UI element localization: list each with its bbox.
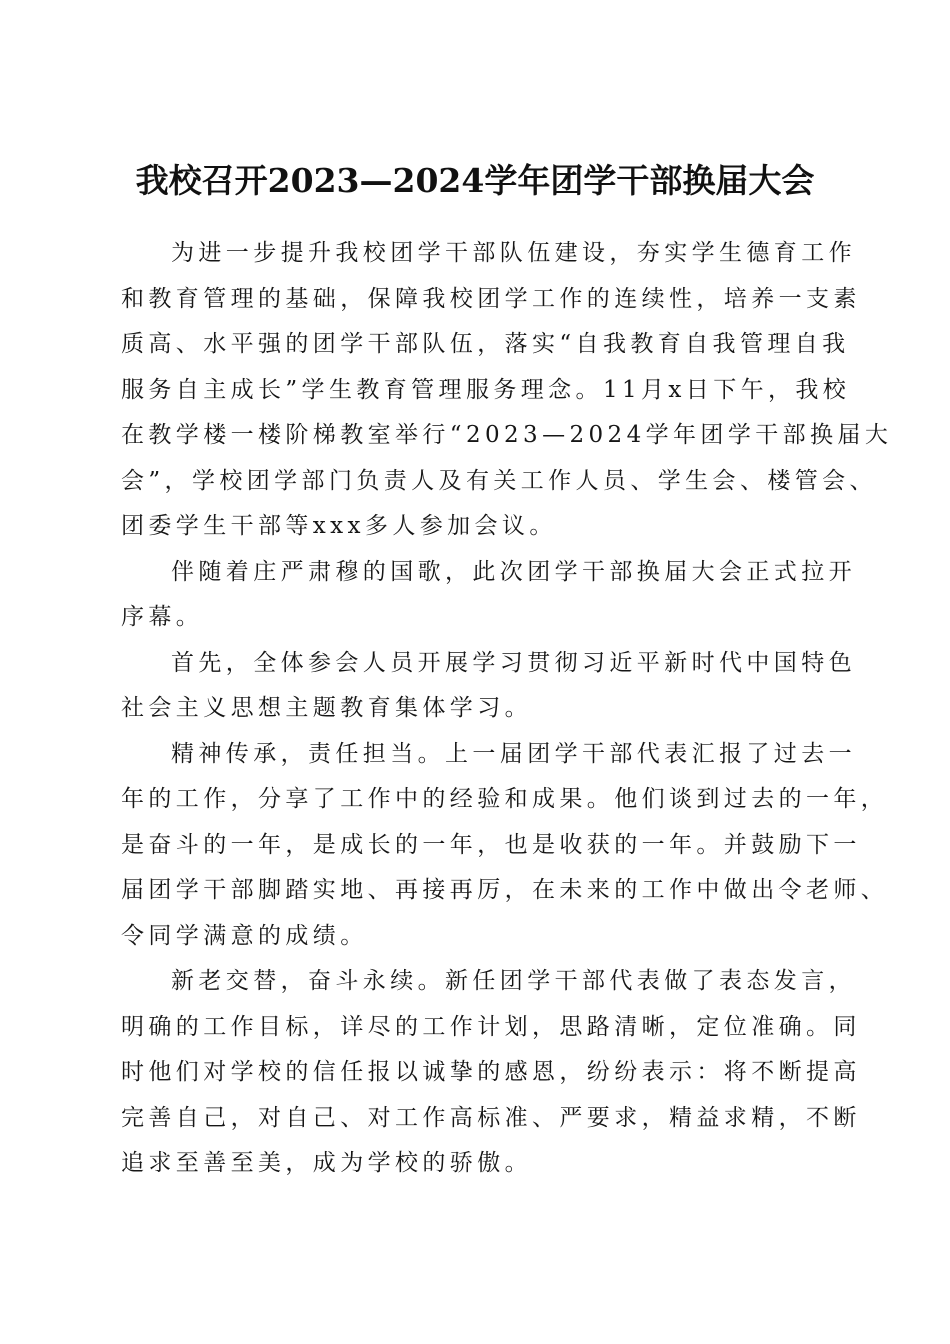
paragraph-line: 明确的工作目标，详尽的工作计划，思路清晰，定位准确。同: [121, 1013, 861, 1040]
paragraph-line: 是奋斗的一年，是成长的一年，也是收获的一年。并鼓励下一: [121, 831, 861, 858]
paragraph-line: 会”，学校团学部门负责人及有关工作人员、学生会、楼管会、: [121, 467, 877, 494]
paragraph-line: 在教学楼一楼阶梯教室举行“2023—2024学年团学干部换届大: [121, 422, 893, 448]
paragraph-line: 团委学生干部等xxx多人参加会议。: [121, 513, 557, 539]
paragraph-line: 新老交替，奋斗永续。新任团学干部代表做了表态发言，: [171, 968, 856, 994]
paragraph-line: 伴随着庄严肃穆的国歌，此次团学干部换届大会正式拉开: [171, 558, 856, 585]
document-body: [121, 231, 893, 1187]
paragraph: [121, 231, 893, 550]
paragraph-line: 完善自己，对自己、对工作高标准、严要求，精益求精，不断: [121, 1104, 861, 1131]
paragraph-line: 首先，全体参会人员开展学习贯彻习近平新时代中国特色: [171, 649, 856, 676]
paragraph-line: 令同学满意的成绩。: [121, 922, 368, 949]
paragraph-line: 服务自主成长”学生教育管理服务理念。11月x日下午，我校: [121, 376, 851, 403]
paragraph-line: 届团学干部脚踏实地、再接再厉，在未来的工作中做出令老师、: [121, 877, 889, 903]
paragraph-line: 年的工作，分享了工作中的经验和成果。他们谈到过去的一年，: [121, 786, 889, 812]
paragraph-line: 和教育管理的基础，保障我校团学工作的连续性，培养一支素: [121, 285, 861, 312]
paragraph: [121, 550, 856, 641]
paragraph-line: 为进一步提升我校团学干部队伍建设，夯实学生德育工作: [171, 240, 856, 266]
paragraph-line: 追求至善至美，成为学校的骄傲。: [121, 1150, 532, 1176]
paragraph-line: 时他们对学校的信任报以诚挚的感恩，纷纷表示：将不断提高: [121, 1059, 861, 1085]
paragraph: [121, 959, 861, 1187]
paragraph: [121, 732, 889, 960]
paragraph-line: 精神传承，责任担当。上一届团学干部代表汇报了过去一: [171, 740, 856, 767]
paragraph-line: 社会主义思想主题教育集体学习。: [121, 695, 532, 721]
paragraph: [121, 641, 856, 732]
document-title: 我校召开2023—2024学年团学干部换届大会: [135, 161, 815, 201]
paragraph-line: 质高、水平强的团学干部队伍，落实“自我教育自我管理自我: [121, 331, 850, 357]
paragraph-line: 序幕。: [121, 604, 204, 630]
